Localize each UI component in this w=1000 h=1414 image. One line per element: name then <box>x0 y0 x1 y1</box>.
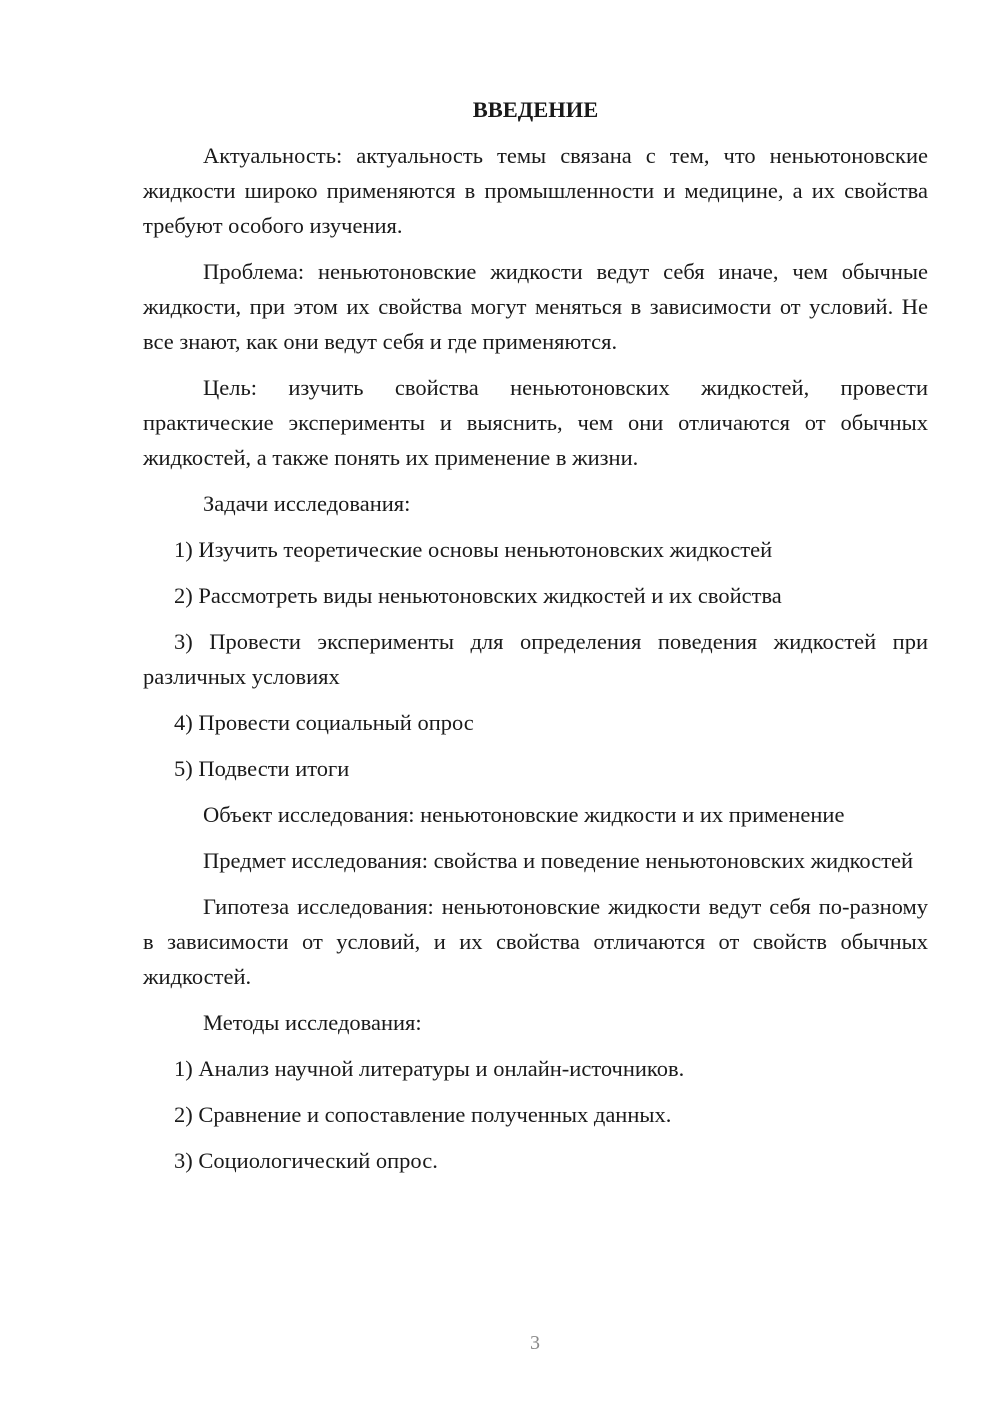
methods-heading: Методы исследования: <box>203 1010 422 1035</box>
method-item-3: 3) Социологический опрос. <box>174 1148 438 1173</box>
tasks-heading: Задачи исследования: <box>203 491 411 516</box>
section-heading: ВВЕДЕНИЕ <box>472 97 599 122</box>
task-item-3: 3) Провести эксперименты для определения поведения жидкостей при различных условиях <box>143 629 928 689</box>
task-item-2: 2) Рассмотреть виды неньютоновских жидкостей и их свойства <box>174 583 782 608</box>
page-number: 3 <box>530 1332 540 1354</box>
method-item-1: 1) Анализ научной литературы и онлайн-источников. <box>174 1056 685 1081</box>
method-item-2: 2) Сравнение и сопоставление полученных данных. <box>174 1102 672 1127</box>
page-content <box>143 92 928 1189</box>
task-item-4: 4) Провести социальный опрос <box>174 710 474 735</box>
subject-paragraph: Предмет исследования: свойства и поведение неньютоновских жидкостей <box>203 848 914 873</box>
object-paragraph: Объект исследования: неньютоновские жидкости и их применение <box>203 802 845 827</box>
problem-paragraph: Проблема: неньютоновские жидкости ведут себя иначе, чем обычные жидкости, при этом их свойства могут меняться в зависимости от условий. Не все знают, как они ведут себя и где применяются. <box>143 259 928 354</box>
relevance-paragraph: Актуальность: актуальность темы связана с тем, что неньютоновские жидкости широко применяются в промышленности и медицине, а их свойства требуют особого изучения. <box>143 143 928 238</box>
hypothesis-paragraph: Гипотеза исследования: неньютоновские жидкости ведут себя по-разному в зависимости от условий, и их свойства отличаются от свойств обычных жидкостей. <box>143 894 928 989</box>
goal-paragraph: Цель: изучить свойства неньютоновских жидкостей, провести практические эксперименты и выяснить, чем они отличаются от обычных жидкостей, а также понять их применение в жизни. <box>143 375 928 470</box>
task-item-5: 5) Подвести итоги <box>174 756 350 781</box>
task-item-1: 1) Изучить теоретические основы неньютоновских жидкостей <box>174 537 773 562</box>
